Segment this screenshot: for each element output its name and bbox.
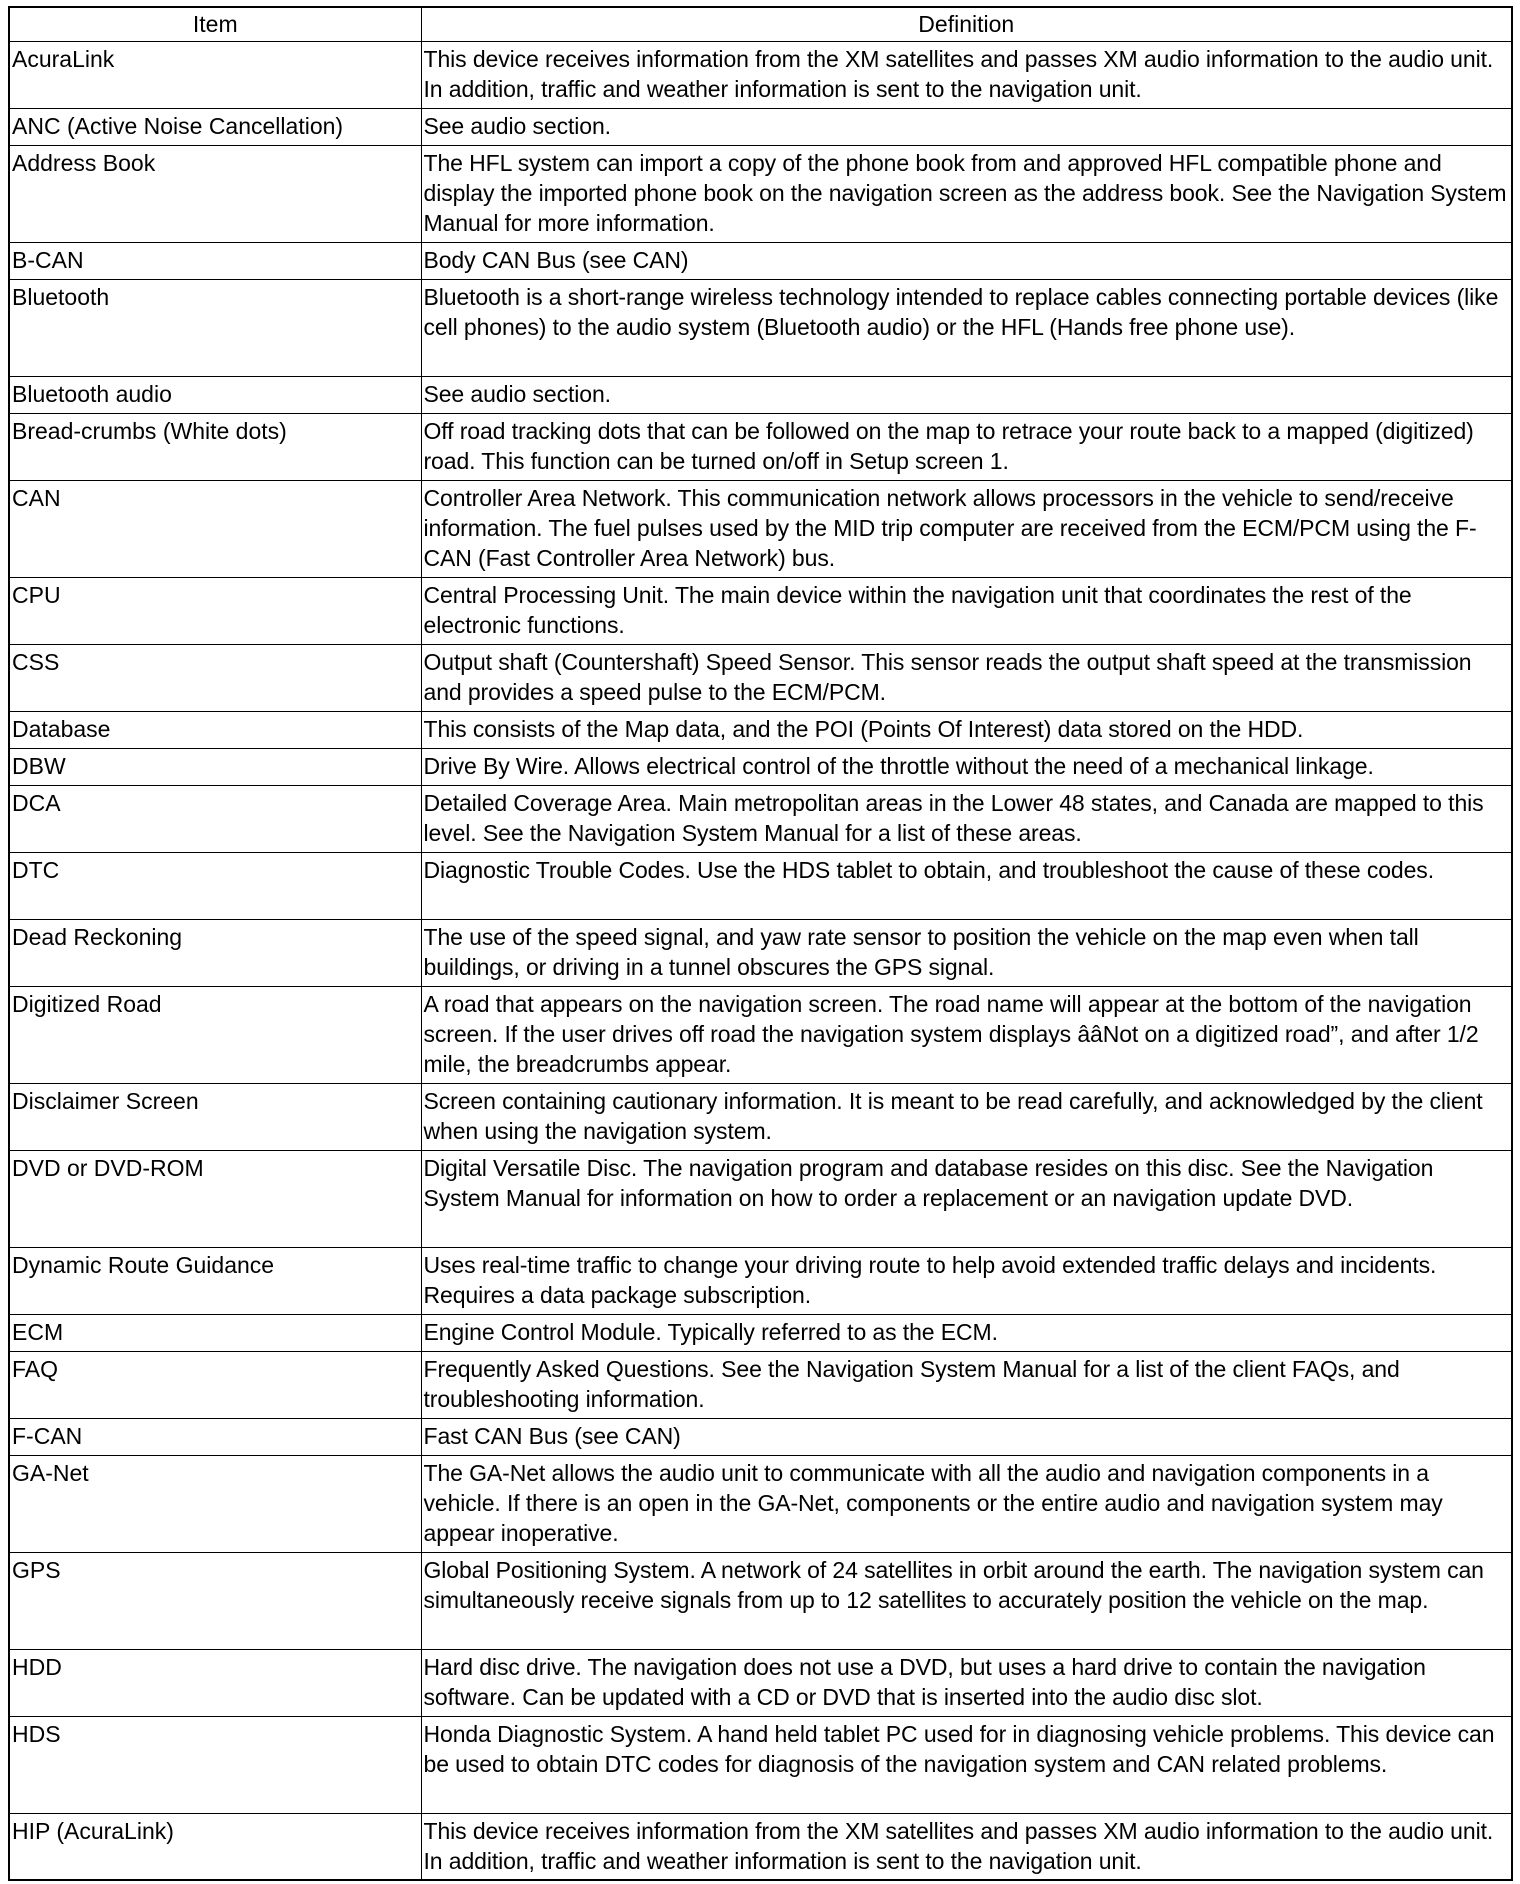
definition-cell: Frequently Asked Questions. See the Navigation System Manual for a list of the client FAQs, and troubleshooting information. (421, 1351, 1512, 1418)
item-cell: DVD or DVD-ROM (9, 1150, 421, 1247)
item-cell: Database (9, 711, 421, 748)
definition-cell: This consists of the Map data, and the POI (Points Of Interest) data stored on the HDD. (421, 711, 1512, 748)
item-cell: FAQ (9, 1351, 421, 1418)
item-cell: Dynamic Route Guidance (9, 1247, 421, 1314)
item-cell: DTC (9, 852, 421, 919)
table-row (9, 480, 1512, 577)
table-row (9, 785, 1512, 852)
table-row (9, 748, 1512, 785)
item-cell: CSS (9, 644, 421, 711)
definition-cell: Detailed Coverage Area. Main metropolitan areas in the Lower 48 states, and Canada are mapped to this level. See the Navigation System Manual for a list of these areas. (421, 785, 1512, 852)
definition-cell: Digital Versatile Disc. The navigation program and database resides on this disc. See the Navigation System Manual for information on how to order a replacement or an navigation update DVD. (421, 1150, 1512, 1247)
definition-cell: Global Positioning System. A network of 24 satellites in orbit around the earth. The navigation system can simultaneously receive signals from up to 12 satellites to accurately position the vehicle on the map. (421, 1552, 1512, 1649)
definition-cell: The use of the speed signal, and yaw rate sensor to position the vehicle on the map even when tall buildings, or driving in a tunnel obscures the GPS signal. (421, 919, 1512, 986)
item-cell: Disclaimer Screen (9, 1083, 421, 1150)
definition-cell: Engine Control Module. Typically referred to as the ECM. (421, 1314, 1512, 1351)
item-cell: Digitized Road (9, 986, 421, 1083)
table-row (9, 242, 1512, 279)
item-cell: HIP (AcuraLink) (9, 1813, 421, 1880)
definition-cell: Off road tracking dots that can be followed on the map to retrace your route back to a mapped (digitized) road. This function can be turned on/off in Setup screen 1. (421, 413, 1512, 480)
table-row (9, 279, 1512, 376)
table-row (9, 1083, 1512, 1150)
definition-cell: Controller Area Network. This communication network allows processors in the vehicle to send/receive information. The fuel pulses used by the MID trip computer are received from the ECM/PCM using the F-CAN (Fast Controller Area Network) bus. (421, 480, 1512, 577)
item-cell: ECM (9, 1314, 421, 1351)
table-row (9, 986, 1512, 1083)
table-row (9, 1150, 1512, 1247)
definition-cell: Bluetooth is a short-range wireless technology intended to replace cables connecting portable devices (like cell phones) to the audio system (Bluetooth audio) or the HFL (Hands free phone use). (421, 279, 1512, 376)
table-row (9, 1247, 1512, 1314)
item-cell: GA-Net (9, 1455, 421, 1552)
table-row (9, 1314, 1512, 1351)
item-cell: CAN (9, 480, 421, 577)
definition-cell: Drive By Wire. Allows electrical control of the throttle without the need of a mechanical linkage. (421, 748, 1512, 785)
item-cell: Dead Reckoning (9, 919, 421, 986)
item-cell: DCA (9, 785, 421, 852)
table-row (9, 1813, 1512, 1880)
table-row (9, 577, 1512, 644)
definition-cell: A road that appears on the navigation screen. The road name will appear at the bottom of the navigation screen. If the user drives off road the navigation system displays ââNot on a digitized road”, and after 1/2 mile, the breadcrumbs appear. (421, 986, 1512, 1083)
table-row (9, 145, 1512, 242)
definition-cell: Fast CAN Bus (see CAN) (421, 1418, 1512, 1455)
table-row (9, 711, 1512, 748)
definition-cell: Screen containing cautionary information. It is meant to be read carefully, and acknowledged by the client when using the navigation system. (421, 1083, 1512, 1150)
definition-cell: Central Processing Unit. The main device within the navigation unit that coordinates the rest of the electronic functions. (421, 577, 1512, 644)
definition-cell: This device receives information from the XM satellites and passes XM audio information to the audio unit. In addition, traffic and weather information is sent to the navigation unit. (421, 41, 1512, 108)
item-cell: CPU (9, 577, 421, 644)
table-row (9, 644, 1512, 711)
item-cell: AcuraLink (9, 41, 421, 108)
header-definition: Definition (421, 7, 1512, 41)
definition-cell: Honda Diagnostic System. A hand held tablet PC used for in diagnosing vehicle problems. This device can be used to obtain DTC codes for diagnosis of the navigation system and CAN related problems. (421, 1716, 1512, 1813)
item-cell: B-CAN (9, 242, 421, 279)
item-cell: F-CAN (9, 1418, 421, 1455)
definition-cell: The GA-Net allows the audio unit to communicate with all the audio and navigation components in a vehicle. If there is an open in the GA-Net, components or the entire audio and navigation system may appear inoperative. (421, 1455, 1512, 1552)
definition-cell: This device receives information from the XM satellites and passes XM audio information to the audio unit. In addition, traffic and weather information is sent to the navigation unit. (421, 1813, 1512, 1880)
definition-cell: Diagnostic Trouble Codes. Use the HDS tablet to obtain, and troubleshoot the cause of these codes. (421, 852, 1512, 919)
table-row (9, 1351, 1512, 1418)
item-cell: HDD (9, 1649, 421, 1716)
item-cell: Bread-crumbs (White dots) (9, 413, 421, 480)
header-row (9, 7, 1512, 41)
table-row (9, 1455, 1512, 1552)
definition-cell: Uses real-time traffic to change your driving route to help avoid extended traffic delays and incidents. Requires a data package subscription. (421, 1247, 1512, 1314)
table-row (9, 376, 1512, 413)
header-item: Item (9, 7, 421, 41)
item-cell: ANC (Active Noise Cancellation) (9, 108, 421, 145)
table-row (9, 852, 1512, 919)
definition-cell: See audio section. (421, 108, 1512, 145)
item-cell: Bluetooth audio (9, 376, 421, 413)
definition-cell: See audio section. (421, 376, 1512, 413)
definition-cell: Output shaft (Countershaft) Speed Sensor. This sensor reads the output shaft speed at the transmission and provides a speed pulse to the ECM/PCM. (421, 644, 1512, 711)
table-row (9, 1418, 1512, 1455)
item-cell: GPS (9, 1552, 421, 1649)
table-row (9, 919, 1512, 986)
item-cell: DBW (9, 748, 421, 785)
table-row (9, 1552, 1512, 1649)
item-cell: HDS (9, 1716, 421, 1813)
table-row (9, 1716, 1512, 1813)
table-row (9, 108, 1512, 145)
definition-cell: Body CAN Bus (see CAN) (421, 242, 1512, 279)
table-row (9, 41, 1512, 108)
definition-cell: The HFL system can import a copy of the phone book from and approved HFL compatible phone and display the imported phone book on the navigation screen as the address book. See the Navigation System Manual for more information. (421, 145, 1512, 242)
item-cell: Address Book (9, 145, 421, 242)
table-row (9, 1649, 1512, 1716)
item-cell: Bluetooth (9, 279, 421, 376)
glossary-table (8, 6, 1513, 1881)
table-row (9, 413, 1512, 480)
glossary-body (9, 41, 1512, 1880)
definition-cell: Hard disc drive. The navigation does not use a DVD, but uses a hard drive to contain the navigation software. Can be updated with a CD or DVD that is inserted into the audio disc slot. (421, 1649, 1512, 1716)
